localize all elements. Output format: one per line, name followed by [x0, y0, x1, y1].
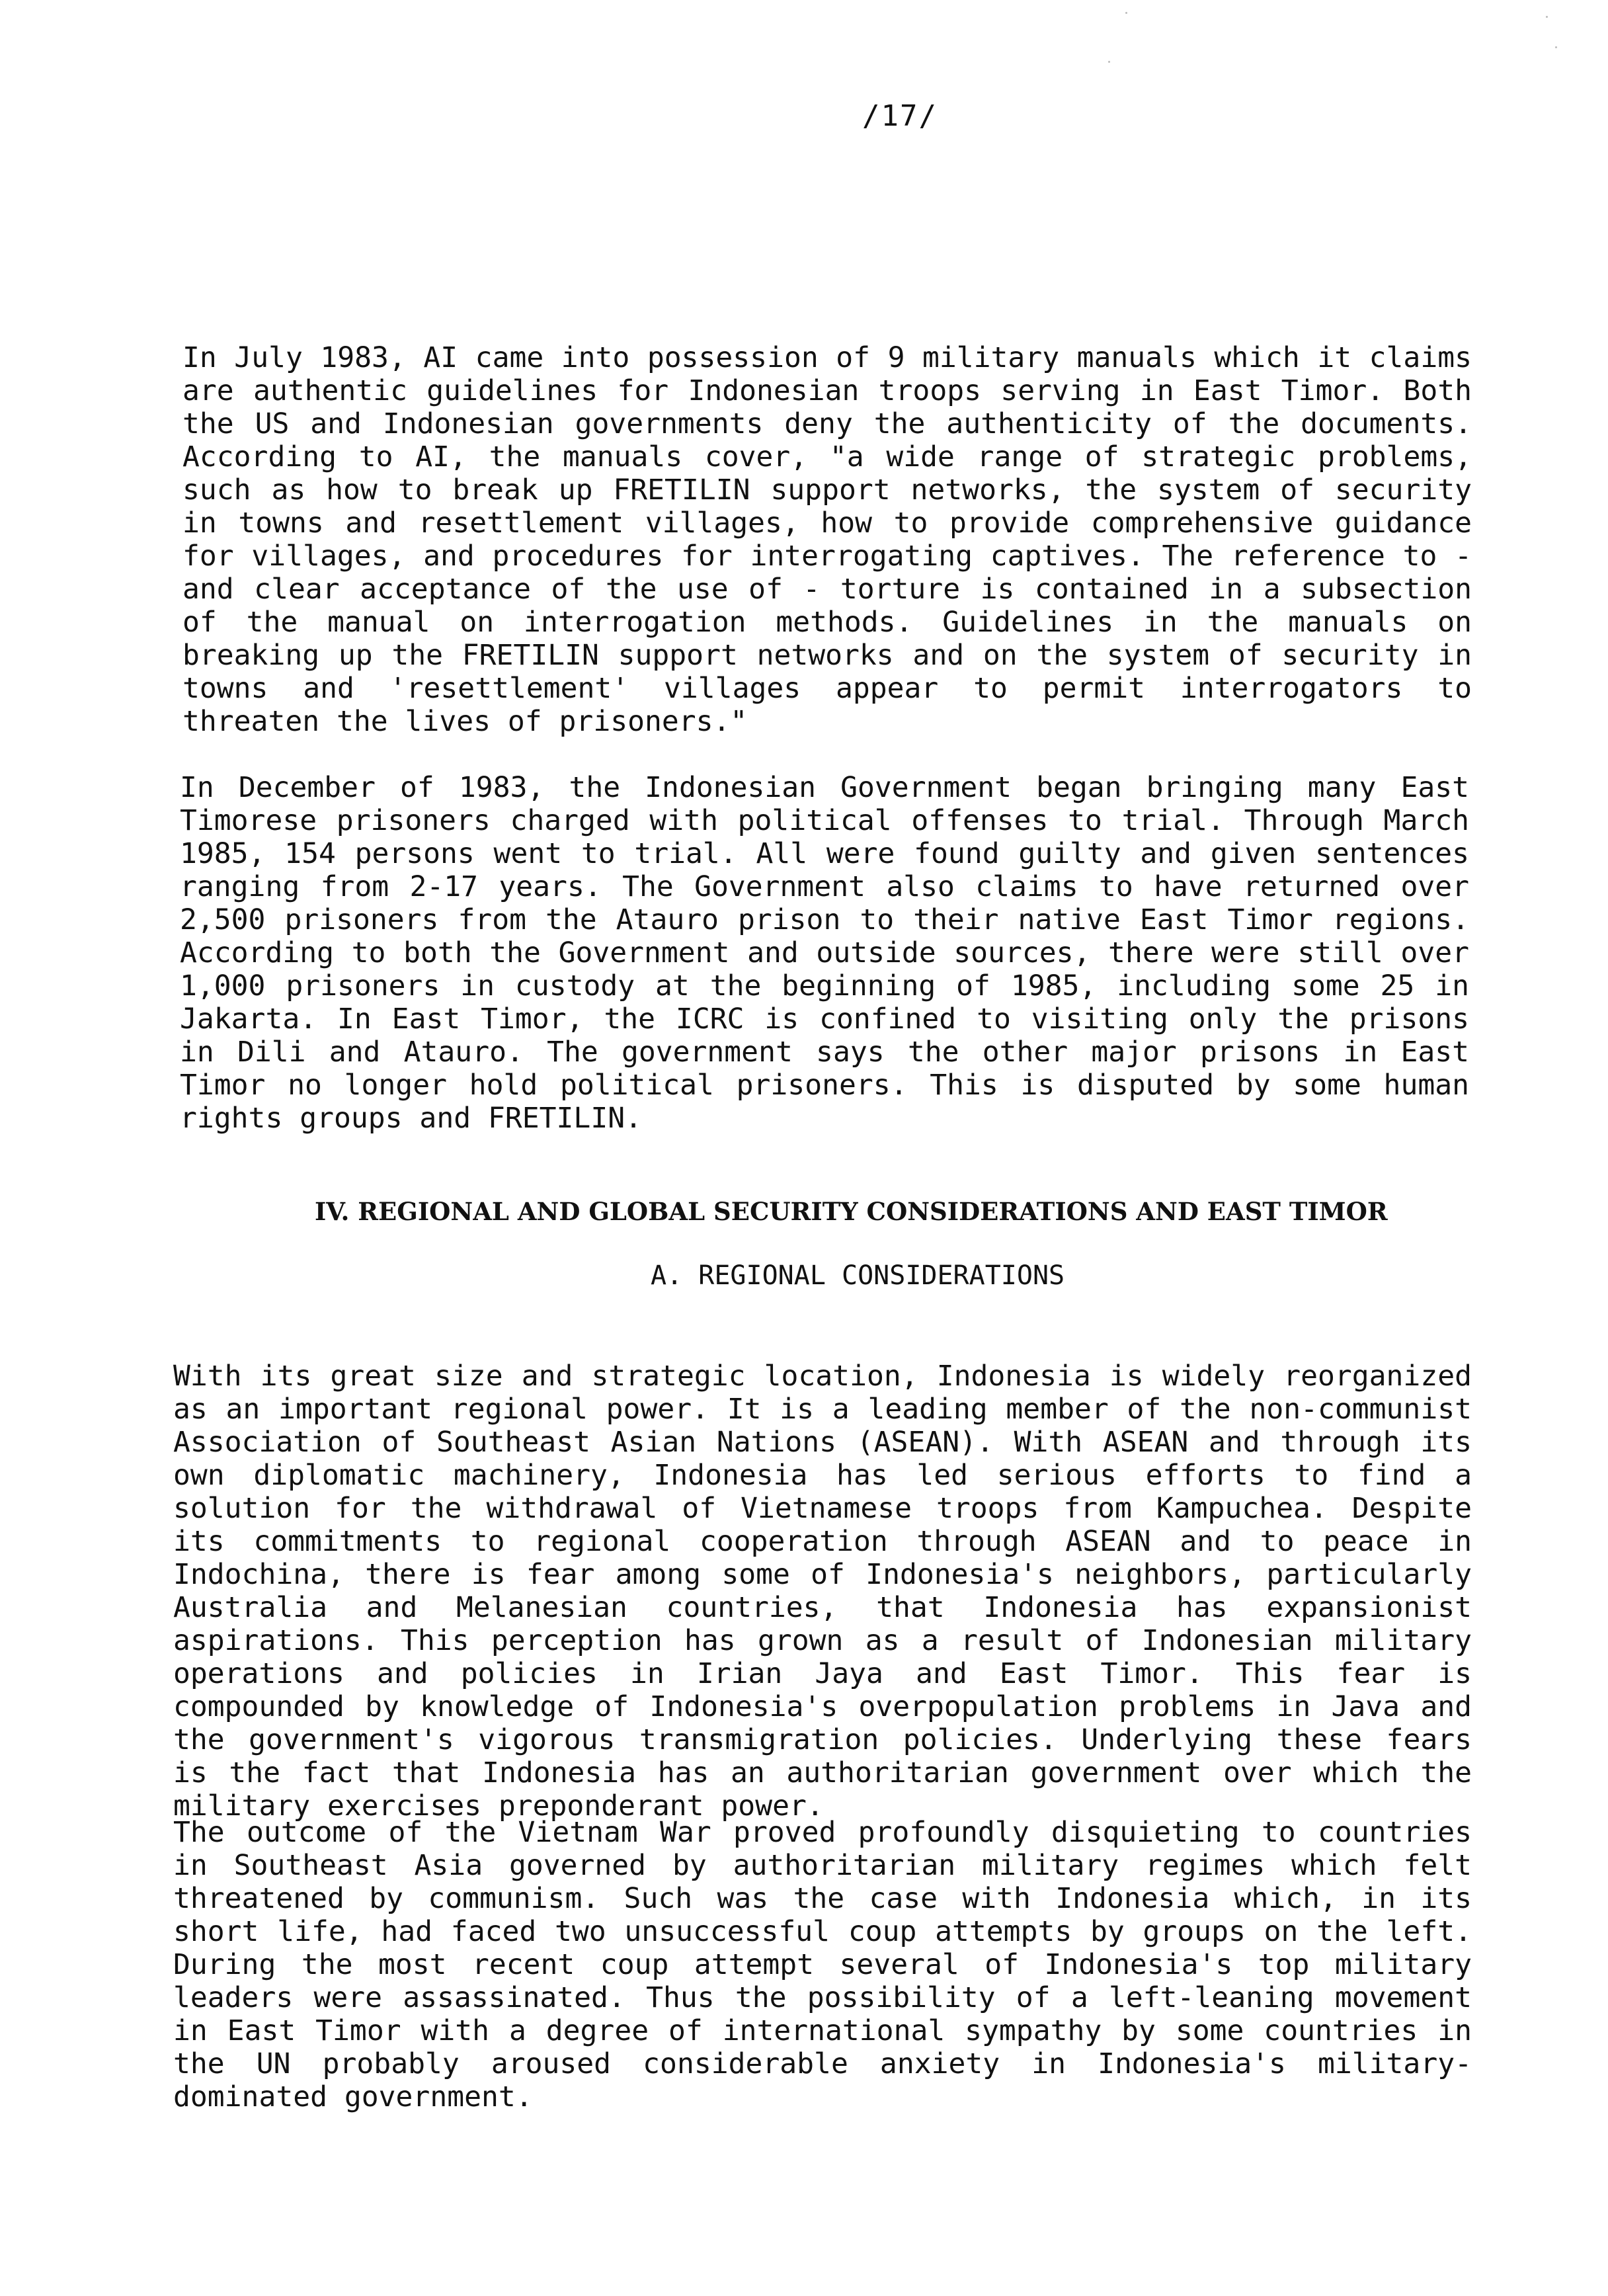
paragraph-prisoner-trials: In December of 1983, the Indonesian Government began bringing many East Timorese prisoners charged with political offenses to trial. Through March 1985, 154 persons went to trial. All were found guilty and given sentences ranging from 2-17 years. The Government also claims to have returned over 2,500 prisoners from the Atauro prison to their native East Timor regions. According to both the Government and outside sources, there were still over 1,000 prisoners in custody at the beginning of 1985, including some 25 in Jakarta. In East Timor, the ICRC is confined to visiting only the prisons in Dili and Atauro. The government says the other major prisons in East Timor no longer hold political prisoners. This is disputed by some human rights groups and FRETILIN. — [180, 771, 1469, 1135]
subsection-heading: A. REGIONAL CONSIDERATIONS — [651, 1260, 1065, 1291]
page-number: /17/ — [862, 99, 938, 133]
scan-speck — [1546, 16, 1548, 18]
section-heading: IV. REGIONAL AND GLOBAL SECURITY CONSIDERATIONS AND EAST TIMOR — [315, 1197, 1388, 1226]
scan-speck — [1108, 61, 1110, 63]
paragraph-regional-power: With its great size and strategic location, Indonesia is widely reorganized as an important regional power. It is a leading member of the non-communist Association of Southeast Asian Nations (ASEAN). With ASEAN and through its own diplomatic machinery, Indonesia has led serious efforts to find a solution for the withdrawal of Vietnamese troops from Kampuchea. Despite its commitments to regional cooperation through ASEAN and to peace in Indochina, there is fear among some of Indonesia's neighbors, particularly Australia and Melanesian countries, that Indonesia has expansionist aspirations. This perception has grown as a result of Indonesian military operations and policies in Irian Jaya and East Timor. This fear is compounded by knowledge of Indonesia's overpopulation problems in Java and the government's vigorous transmigration policies. Underlying these fears is the fact that Indonesia has an authoritarian government over which the military exercises preponderant power. — [173, 1360, 1472, 1823]
scan-speck — [1125, 12, 1127, 14]
scan-speck — [1555, 46, 1557, 48]
paragraph-ai-manuals: In July 1983, AI came into possession of 9 military manuals which it claims are authentic guidelines for Indonesian troops serving in East Timor. Both the US and Indonesian governments deny the authenticity of the documents. According to AI, the manuals cover, "a wide range of strategic problems, such as how to break up FRETILIN support networks, the system of security in towns and resettlement villages, how to provide comprehensive guidance for villages, and procedures for interrogating captives. The reference to - and clear acceptance of the use of - torture is contained in a subsection of the manual on interrogation methods. Guidelines in the manuals on breaking up the FRETILIN support networks and on the system of security in towns and 'resettlement' villages appear to permit interrogators to threaten the lives of prisoners." — [182, 341, 1472, 738]
paragraph-vietnam-war: The outcome of the Vietnam War proved profoundly disquieting to countries in Southeast Asia governed by authoritarian military regimes which felt threatened by communism. Such was the case with Indonesia which, in its short life, had faced two unsuccessful coup attempts by groups on the left. During the most recent coup attempt several of Indonesia's top military leaders were assassinated. Thus the possibility of a left-leaning movement in East Timor with a degree of international sympathy by some countries in the UN probably aroused considerable anxiety in Indonesia's military-dominated government. — [173, 1816, 1472, 2113]
